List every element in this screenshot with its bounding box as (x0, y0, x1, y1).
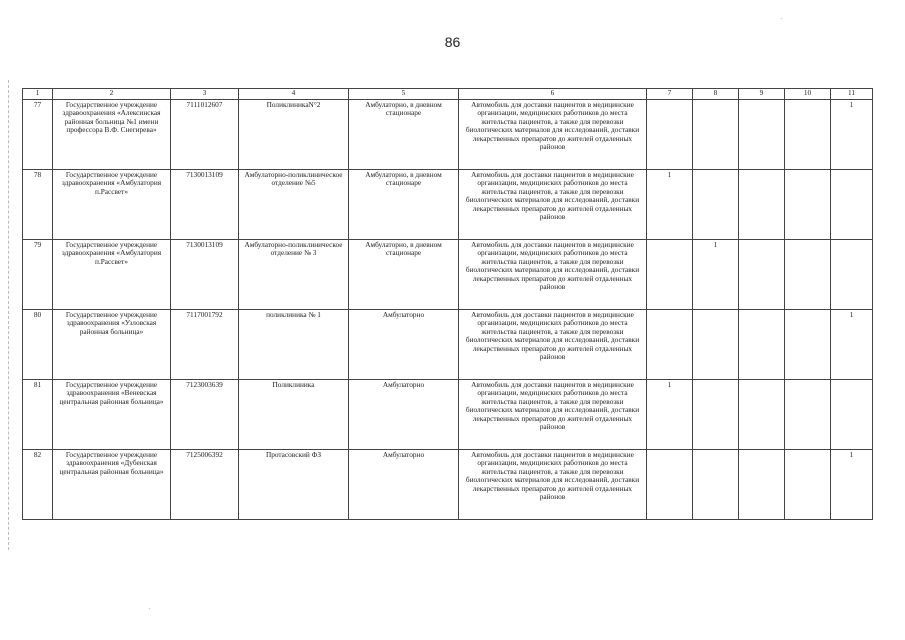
row-number: 79 (23, 240, 53, 310)
column-header: 7 (647, 89, 693, 100)
count-col-7 (647, 240, 693, 310)
table-row (23, 170, 873, 240)
count-col-10 (785, 450, 831, 520)
count-col-7 (647, 450, 693, 520)
count-col-8 (693, 170, 739, 240)
care-mode: Амбулаторно (349, 310, 459, 380)
care-mode: Амбулаторно, в дневном стационаре (349, 100, 459, 170)
row-number: 82 (23, 450, 53, 520)
count-col-7 (647, 310, 693, 380)
count-col-10 (785, 170, 831, 240)
organization-name: Государственное учреждение здравоохранения «Дубенская центральная районная больница» (53, 450, 171, 520)
column-header: 3 (171, 89, 239, 100)
count-col-9 (739, 310, 785, 380)
count-col-10 (785, 100, 831, 170)
scan-edge-line (8, 80, 9, 550)
column-header: 5 (349, 89, 459, 100)
count-col-9 (739, 380, 785, 450)
organization-name: Государственное учреждение здравоохранения «Узловская районная больница» (53, 310, 171, 380)
count-col-8 (693, 100, 739, 170)
count-col-8 (693, 450, 739, 520)
table-row (23, 380, 873, 450)
column-header: 1 (23, 89, 53, 100)
count-col-11: 1 (831, 310, 873, 380)
subdivision-name: Амбулаторно-поликлиническое отделение №5 (239, 170, 349, 240)
count-col-9 (739, 170, 785, 240)
subdivision-name: Поликлиника (239, 380, 349, 450)
count-col-11: 1 (831, 100, 873, 170)
vehicle-purpose: Автомобиль для доставки пациентов в медицинские организации, медицинских работников до места жительства пациентов, а также для перевозки биологических материалов для исследований, доставки лекарственных препаратов до жителей отдаленных районов (459, 380, 647, 450)
count-col-9 (739, 450, 785, 520)
inn-code: 7123003639 (171, 380, 239, 450)
count-col-11 (831, 240, 873, 310)
care-mode: Амбулаторно (349, 450, 459, 520)
subdivision-name: Амбулаторно-поликлиническое отделение № 3 (239, 240, 349, 310)
care-mode: Амбулаторно, в дневном стационаре (349, 170, 459, 240)
count-col-11 (831, 170, 873, 240)
inn-code: 7117001792 (171, 310, 239, 380)
care-mode: Амбулаторно, в дневном стационаре (349, 240, 459, 310)
column-header: 2 (53, 89, 171, 100)
scan-speck: · (148, 604, 151, 613)
column-header: 4 (239, 89, 349, 100)
table-row (23, 310, 873, 380)
column-header: 8 (693, 89, 739, 100)
row-number: 77 (23, 100, 53, 170)
inn-code: 7130013109 (171, 240, 239, 310)
vehicle-purpose: Автомобиль для доставки пациентов в медицинские организации, медицинских работников до места жительства пациентов, а также для перевозки биологических материалов для исследований, доставки лекарственных препаратов до жителей отдаленных районов (459, 450, 647, 520)
column-header: 9 (739, 89, 785, 100)
subdivision-name: поликлиника № 1 (239, 310, 349, 380)
count-col-9 (739, 100, 785, 170)
vehicle-purpose: Автомобиль для доставки пациентов в медицинские организации, медицинских работников до места жительства пациентов, а также для перевозки биологических материалов для исследований, доставки лекарственных препаратов до жителей отдаленных районов (459, 240, 647, 310)
count-col-11 (831, 380, 873, 450)
scan-speck: · (780, 14, 783, 23)
count-col-7: 1 (647, 170, 693, 240)
count-col-10 (785, 310, 831, 380)
column-header: 6 (459, 89, 647, 100)
row-number: 80 (23, 310, 53, 380)
count-col-9 (739, 240, 785, 310)
inn-code: 7111012607 (171, 100, 239, 170)
registry-table (22, 88, 873, 520)
count-col-10 (785, 380, 831, 450)
count-col-8: 1 (693, 240, 739, 310)
column-header: 11 (831, 89, 873, 100)
row-number: 81 (23, 380, 53, 450)
inn-code: 7125006392 (171, 450, 239, 520)
inn-code: 7130013109 (171, 170, 239, 240)
table-row (23, 100, 873, 170)
subdivision-name: Протасовский ФЗ (239, 450, 349, 520)
vehicle-purpose: Автомобиль для доставки пациентов в медицинские организации, медицинских работников до места жительства пациентов, а также для перевозки биологических материалов для исследований, доставки лекарственных препаратов до жителей отдаленных районов (459, 100, 647, 170)
row-number: 78 (23, 170, 53, 240)
care-mode: Амбулаторно (349, 380, 459, 450)
organization-name: Государственное учреждение здравоохранения «Алексинская районная больница №1 имени профессора В.Ф. Снегирева» (53, 100, 171, 170)
organization-name: Государственное учреждение здравоохранения «Амбулатория п.Рассвет» (53, 170, 171, 240)
count-col-7 (647, 100, 693, 170)
page-number: 86 (444, 34, 461, 50)
table-row (23, 450, 873, 520)
count-col-7: 1 (647, 380, 693, 450)
organization-name: Государственное учреждение здравоохранения «Веневская центральная районная больница» (53, 380, 171, 450)
count-col-8 (693, 380, 739, 450)
vehicle-purpose: Автомобиль для доставки пациентов в медицинские организации, медицинских работников до места жительства пациентов, а также для перевозки биологических материалов для исследований, доставки лекарственных препаратов до жителей отдаленных районов (459, 310, 647, 380)
count-col-8 (693, 310, 739, 380)
table-row (23, 240, 873, 310)
organization-name: Государственное учреждение здравоохранения «Амбулатория п.Рассвет» (53, 240, 171, 310)
count-col-10 (785, 240, 831, 310)
column-header: 10 (785, 89, 831, 100)
subdivision-name: ПоликлиникаN°2 (239, 100, 349, 170)
header-row (23, 89, 873, 100)
vehicle-purpose: Автомобиль для доставки пациентов в медицинские организации, медицинских работников до места жительства пациентов, а также для перевозки биологических материалов для исследований, доставки лекарственных препаратов до жителей отдаленных районов (459, 170, 647, 240)
count-col-11: 1 (831, 450, 873, 520)
